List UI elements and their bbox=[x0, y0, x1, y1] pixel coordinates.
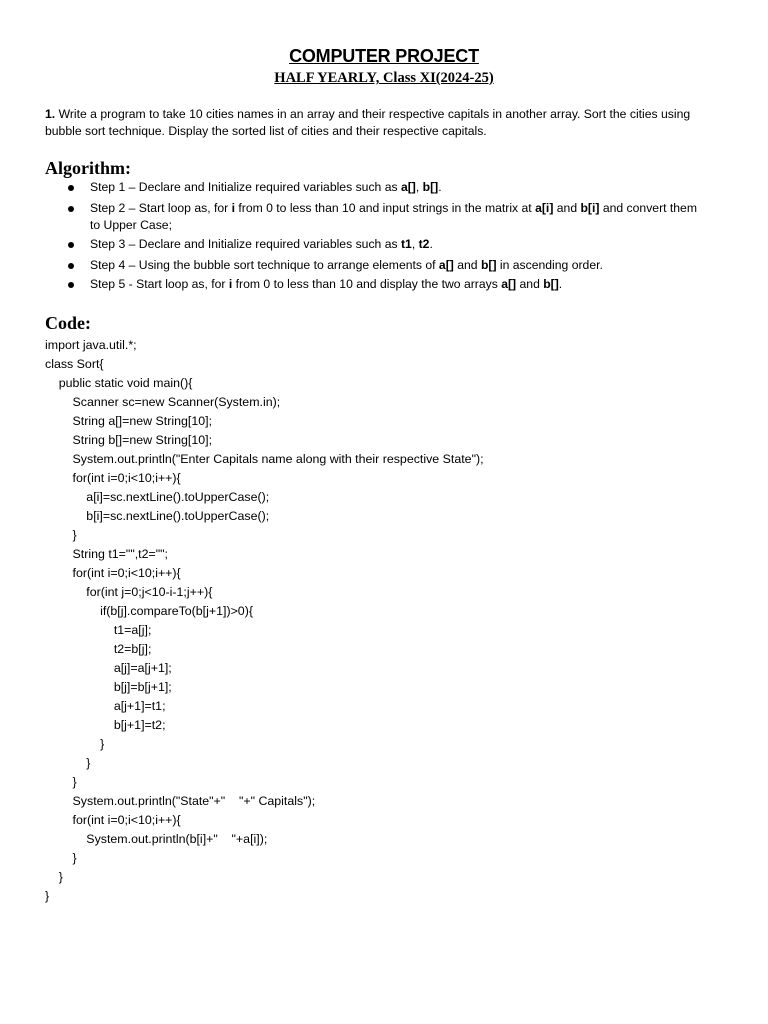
algorithm-step bbox=[90, 276, 710, 293]
step-keyword: t2 bbox=[418, 237, 430, 251]
code-line: } bbox=[45, 870, 63, 884]
page-title: COMPUTER PROJECT bbox=[289, 46, 479, 66]
step-text: and convert them to Upper Case; bbox=[90, 201, 697, 232]
step-text: Step 1 – Declare and Initialize required variables such as bbox=[90, 180, 401, 194]
step-keyword: b[] bbox=[480, 258, 497, 272]
step-keyword: a[] bbox=[438, 258, 454, 272]
code-line: b[j+1]=t2; bbox=[45, 718, 166, 732]
algorithm-heading: Algorithm: bbox=[45, 158, 131, 178]
step-text: and bbox=[553, 201, 581, 215]
algorithm-step bbox=[90, 236, 710, 253]
step-text: Step 5 - Start loop as, for bbox=[90, 277, 229, 291]
step-text: and bbox=[516, 277, 544, 291]
question-text bbox=[45, 106, 730, 140]
step-keyword: a[] bbox=[400, 180, 416, 194]
bullet-icon bbox=[68, 206, 74, 212]
code-line: } bbox=[45, 851, 77, 865]
step-keyword: b[i] bbox=[580, 201, 600, 215]
code-line: } bbox=[45, 737, 105, 751]
question-body: Write a program to take 10 cities names in an array and their respective capitals in another array. Sort the cities using bubble sort technique. Display the sorted list of cities and their respective capitals. bbox=[45, 107, 691, 138]
code-line: String a[]=new String[10]; bbox=[45, 414, 213, 428]
code-line: for(int i=0;i<10;i++){ bbox=[45, 566, 181, 580]
code-line: System.out.println("Enter Capitals name along with their respective State"); bbox=[45, 452, 484, 466]
code-line: for(int j=0;j<10-i-1;j++){ bbox=[45, 585, 213, 599]
code-line: if(b[j].compareTo(b[j+1])>0){ bbox=[45, 604, 253, 618]
step-text: Step 2 – Start loop as, for bbox=[90, 201, 232, 215]
step-keyword: i bbox=[228, 277, 233, 291]
code-line: } bbox=[45, 889, 50, 903]
code-line: b[i]=sc.nextLine().toUpperCase(); bbox=[45, 509, 270, 523]
step-text: in ascending order. bbox=[496, 258, 603, 272]
step-keyword: a[] bbox=[501, 277, 517, 291]
step-text: . bbox=[558, 277, 563, 291]
code-line: for(int i=0;i<10;i++){ bbox=[45, 471, 181, 485]
code-heading: Code: bbox=[45, 313, 91, 333]
question-number: 1. bbox=[45, 107, 56, 121]
step-text: Step 3 – Declare and Initialize required variables such as bbox=[90, 237, 401, 251]
bullet-icon bbox=[68, 185, 74, 191]
code-line: for(int i=0;i<10;i++){ bbox=[45, 813, 181, 827]
bullet-icon bbox=[68, 282, 74, 288]
step-text: and bbox=[453, 258, 481, 272]
code-line: a[j+1]=t1; bbox=[45, 699, 166, 713]
step-text: , bbox=[415, 180, 423, 194]
code-line: t1=a[j]; bbox=[45, 623, 152, 637]
code-line: } bbox=[45, 756, 91, 770]
code-line: import java.util.*; bbox=[45, 338, 137, 352]
algorithm-step bbox=[90, 257, 710, 274]
code-line: public static void main(){ bbox=[45, 376, 193, 390]
step-keyword: a[i] bbox=[535, 201, 554, 215]
code-line: Scanner sc=new Scanner(System.in); bbox=[45, 395, 281, 409]
step-keyword: b[] bbox=[422, 180, 439, 194]
code-line: class Sort{ bbox=[45, 357, 104, 371]
code-line: a[j]=a[j+1]; bbox=[45, 661, 172, 675]
code-line: a[i]=sc.nextLine().toUpperCase(); bbox=[45, 490, 270, 504]
code-line: System.out.println(b[i]+" "+a[i]); bbox=[45, 832, 268, 846]
step-text: , bbox=[411, 237, 419, 251]
code-line: System.out.println("State"+" "+" Capitals"); bbox=[45, 794, 316, 808]
step-text: Step 4 – Using the bubble sort technique to arrange elements of bbox=[90, 258, 439, 272]
bullet-icon bbox=[68, 242, 74, 248]
step-text: from 0 to less than 10 and display the two arrays bbox=[232, 277, 502, 291]
page-subtitle: HALF YEARLY, Class XI(2024-25) bbox=[274, 70, 494, 86]
code-line: b[j]=b[j+1]; bbox=[45, 680, 172, 694]
step-text: . bbox=[438, 180, 442, 194]
step-text: . bbox=[429, 237, 433, 251]
step-keyword: t1 bbox=[400, 237, 412, 251]
bullet-icon bbox=[68, 263, 74, 269]
step-keyword: i bbox=[231, 201, 235, 215]
step-keyword: b[] bbox=[543, 277, 559, 291]
code-line: String t1="",t2=""; bbox=[45, 547, 168, 561]
algorithm-step bbox=[90, 200, 710, 234]
code-line: } bbox=[45, 775, 77, 789]
code-line: } bbox=[45, 528, 77, 542]
algorithm-step bbox=[90, 179, 710, 196]
code-line: String b[]=new String[10]; bbox=[45, 433, 213, 447]
step-text: from 0 to less than 10 and input strings in the matrix at bbox=[234, 201, 536, 215]
code-line: t2=b[j]; bbox=[45, 642, 152, 656]
